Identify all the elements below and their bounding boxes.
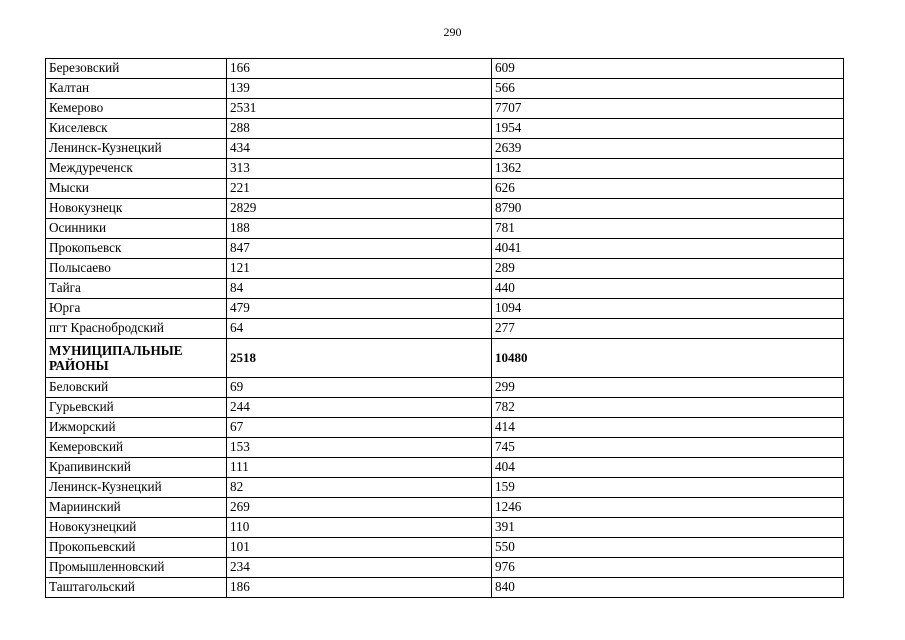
cell-value-1: 82	[227, 478, 492, 498]
cell-value-1: 186	[227, 578, 492, 598]
cell-value-1: 847	[227, 239, 492, 259]
cell-name: Киселевск	[46, 119, 227, 139]
cell-name: Тайга	[46, 279, 227, 299]
cell-value-2: 1362	[492, 159, 844, 179]
table-row	[46, 478, 844, 498]
table-row	[46, 119, 844, 139]
cell-value-2: 609	[492, 59, 844, 79]
table-row	[46, 458, 844, 478]
cell-value-1: 434	[227, 139, 492, 159]
cell-name: Новокузнецкий	[46, 518, 227, 538]
cell-name: Мариинский	[46, 498, 227, 518]
cell-value-1: 221	[227, 179, 492, 199]
cell-value-1: 139	[227, 79, 492, 99]
cell-value-2: 1094	[492, 299, 844, 319]
cell-value-2: 289	[492, 259, 844, 279]
cell-value-2: 277	[492, 319, 844, 339]
cell-name: Ленинск-Кузнецкий	[46, 139, 227, 159]
cell-value-2: 10480	[492, 339, 844, 378]
table-row	[46, 239, 844, 259]
cell-value-1: 234	[227, 558, 492, 578]
cell-value-2: 566	[492, 79, 844, 99]
cell-value-2: 745	[492, 438, 844, 458]
cell-value-2: 4041	[492, 239, 844, 259]
cell-name: Полысаево	[46, 259, 227, 279]
cell-name: Таштагольский	[46, 578, 227, 598]
table-row	[46, 578, 844, 598]
cell-name: Междуреченск	[46, 159, 227, 179]
cell-value-2: 781	[492, 219, 844, 239]
cell-name: Промышленновский	[46, 558, 227, 578]
cell-value-2: 159	[492, 478, 844, 498]
cell-value-1: 166	[227, 59, 492, 79]
table-row	[46, 538, 844, 558]
cell-value-1: 101	[227, 538, 492, 558]
cell-value-1: 479	[227, 299, 492, 319]
cell-value-2: 2639	[492, 139, 844, 159]
table-row	[46, 139, 844, 159]
cell-value-1: 153	[227, 438, 492, 458]
cell-value-1: 2829	[227, 199, 492, 219]
cell-value-2: 440	[492, 279, 844, 299]
cell-value-1: 110	[227, 518, 492, 538]
cell-value-2: 626	[492, 179, 844, 199]
cell-value-1: 244	[227, 398, 492, 418]
cell-value-2: 8790	[492, 199, 844, 219]
cell-name: Новокузнецк	[46, 199, 227, 219]
cell-name: Кемерово	[46, 99, 227, 119]
table-row	[46, 59, 844, 79]
table-row	[46, 299, 844, 319]
table-row	[46, 438, 844, 458]
cell-value-1: 288	[227, 119, 492, 139]
table-row	[46, 339, 844, 378]
cell-value-2: 782	[492, 398, 844, 418]
table-row	[46, 518, 844, 538]
table-row	[46, 219, 844, 239]
cell-value-1: 121	[227, 259, 492, 279]
cell-value-1: 64	[227, 319, 492, 339]
cell-value-1: 69	[227, 378, 492, 398]
cell-value-1: 313	[227, 159, 492, 179]
cell-value-1: 67	[227, 418, 492, 438]
cell-name: Ижморский	[46, 418, 227, 438]
table-row	[46, 259, 844, 279]
cell-value-1: 2531	[227, 99, 492, 119]
table-row	[46, 418, 844, 438]
cell-name: пгт Краснобродский	[46, 319, 227, 339]
cell-name: Мыски	[46, 179, 227, 199]
cell-name: Прокопьевск	[46, 239, 227, 259]
cell-value-2: 404	[492, 458, 844, 478]
cell-value-2: 7707	[492, 99, 844, 119]
data-table	[45, 58, 844, 598]
cell-value-2: 299	[492, 378, 844, 398]
cell-value-1: 2518	[227, 339, 492, 378]
cell-value-2: 976	[492, 558, 844, 578]
table-row	[46, 179, 844, 199]
cell-value-2: 414	[492, 418, 844, 438]
cell-value-2: 840	[492, 578, 844, 598]
cell-value-1: 188	[227, 219, 492, 239]
cell-name: Крапивинский	[46, 458, 227, 478]
table-row	[46, 378, 844, 398]
cell-value-2: 391	[492, 518, 844, 538]
cell-name: Кемеровский	[46, 438, 227, 458]
cell-value-1: 84	[227, 279, 492, 299]
cell-name: Беловский	[46, 378, 227, 398]
table-row	[46, 319, 844, 339]
cell-value-2: 1246	[492, 498, 844, 518]
cell-name: Юрга	[46, 299, 227, 319]
cell-name: Осинники	[46, 219, 227, 239]
cell-value-1: 269	[227, 498, 492, 518]
cell-name: Прокопьевский	[46, 538, 227, 558]
table-row	[46, 558, 844, 578]
table-row	[46, 99, 844, 119]
table-row	[46, 279, 844, 299]
table-row	[46, 498, 844, 518]
table-row	[46, 199, 844, 219]
cell-name: Гурьевский	[46, 398, 227, 418]
cell-name: Калтан	[46, 79, 227, 99]
table-body	[46, 59, 844, 598]
cell-name: МУНИЦИПАЛЬНЫЕ РАЙОНЫ	[46, 339, 227, 378]
cell-value-1: 111	[227, 458, 492, 478]
cell-name: Березовский	[46, 59, 227, 79]
table-row	[46, 159, 844, 179]
cell-name: Ленинск-Кузнецкий	[46, 478, 227, 498]
cell-value-2: 1954	[492, 119, 844, 139]
page-number: 290	[443, 25, 462, 39]
table-row	[46, 79, 844, 99]
cell-value-2: 550	[492, 538, 844, 558]
table-row	[46, 398, 844, 418]
